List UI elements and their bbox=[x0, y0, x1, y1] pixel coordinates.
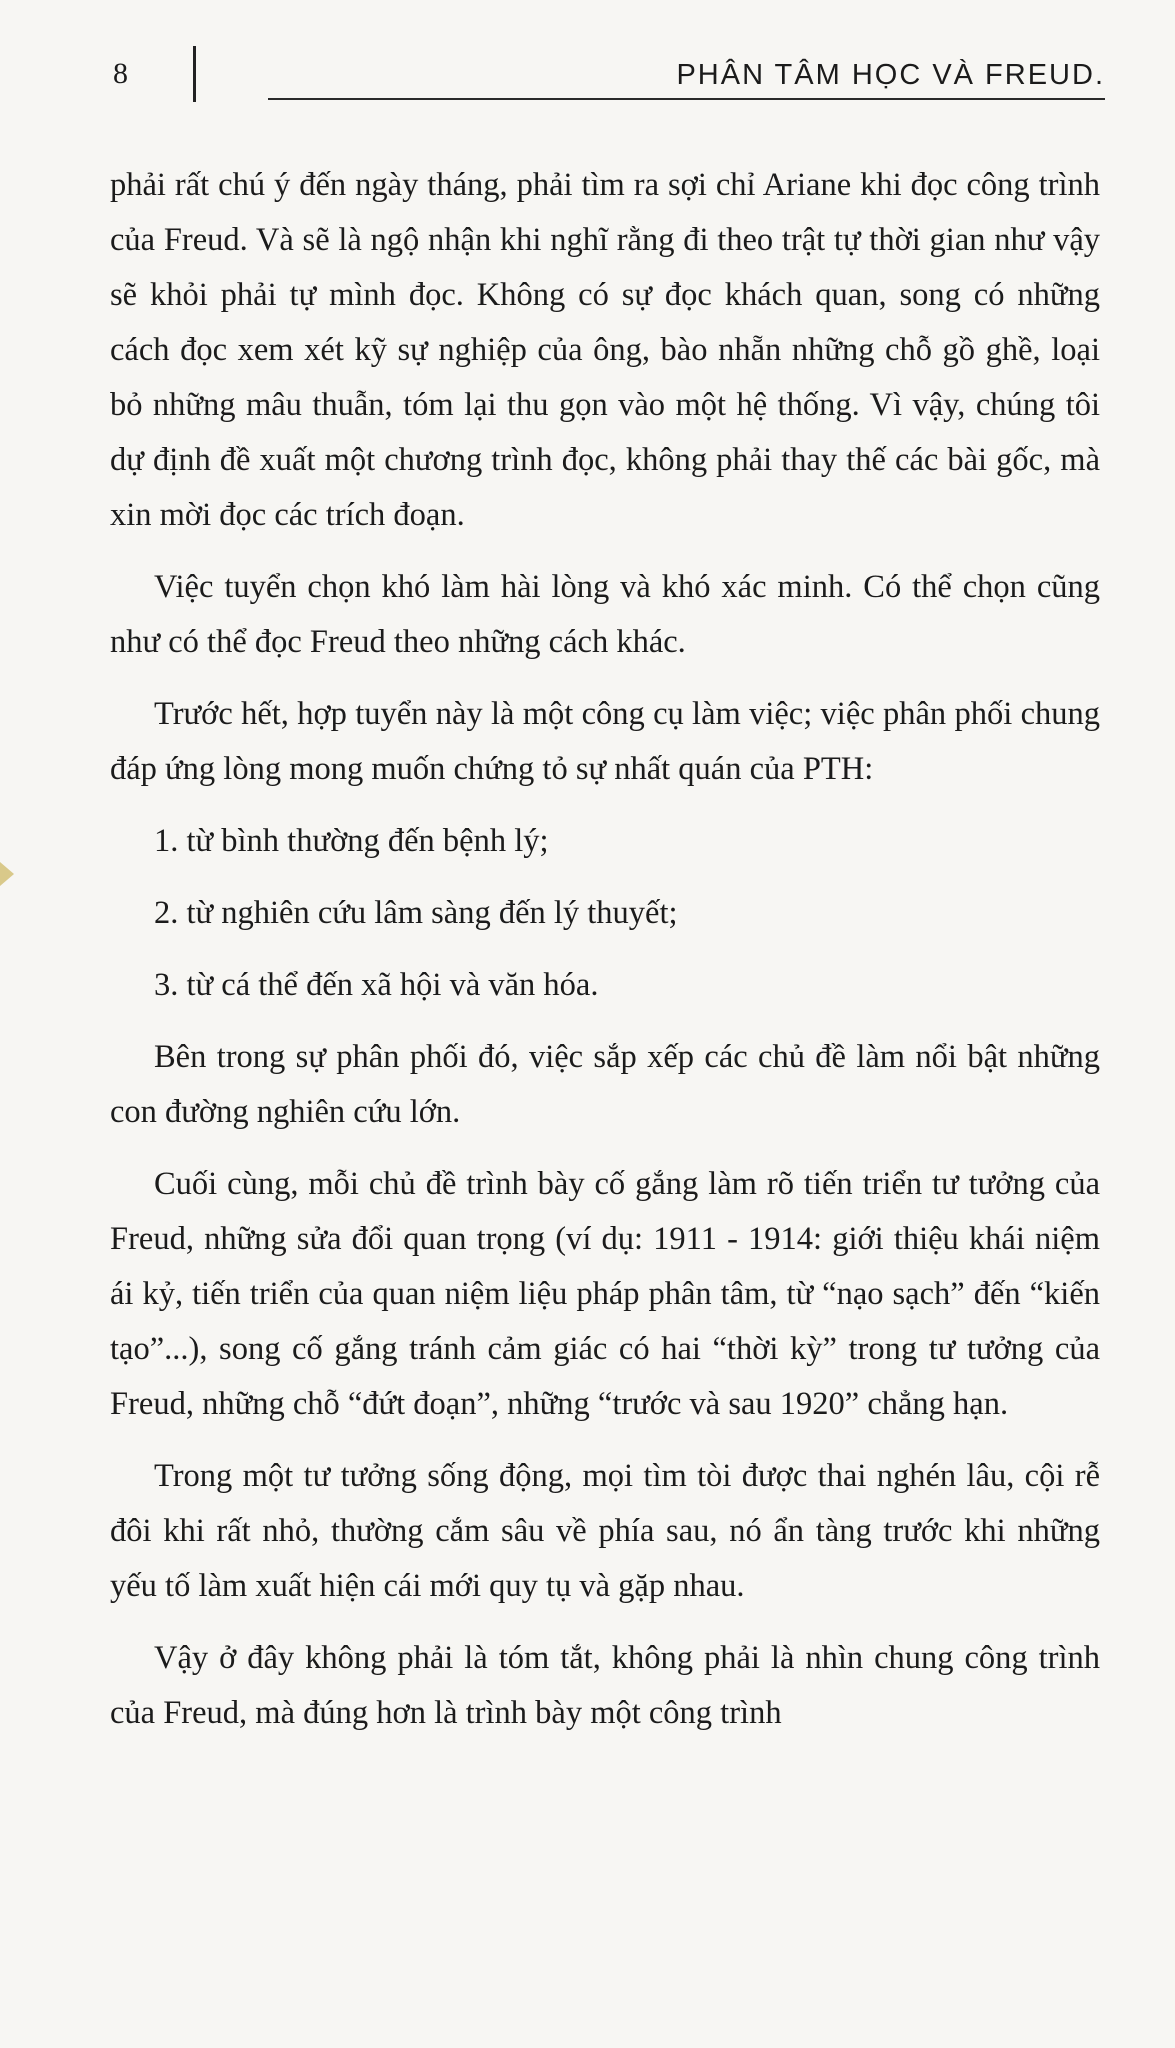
running-title: PHÂN TÂM HỌC VÀ FREUD. bbox=[676, 59, 1105, 91]
list-item-2: 2. từ nghiên cứu lâm sàng đến lý thuyết; bbox=[154, 895, 678, 931]
page-number: 8 bbox=[113, 57, 128, 90]
list-item-1: 1. từ bình thường đến bệnh lý; bbox=[154, 823, 549, 859]
paragraph-3: Trước hết, hợp tuyển này là một công cụ làm việc; việc phân phối chung đáp ứng lòng mong muốn chứng tỏ sự nhất quán của PTH: bbox=[110, 696, 1100, 787]
paragraph-7: Vậy ở đây không phải là tóm tắt, không phải là nhìn chung công trình của Freud, mà đúng hơn là trình bày một công trình bbox=[110, 1640, 1100, 1731]
list-item-3: 3. từ cá thể đến xã hội và văn hóa. bbox=[154, 967, 599, 1003]
header-rule bbox=[268, 98, 1105, 100]
paragraph-6: Trong một tư tưởng sống động, mọi tìm tòi được thai nghén lâu, cội rễ đôi khi rất nhỏ, thường cắm sâu về phía sau, nó ẩn tàng trước khi những yếu tố làm xuất hiện cái mới quy tụ và gặp nhau. bbox=[110, 1458, 1100, 1604]
paragraph-4: Bên trong sự phân phối đó, việc sắp xếp các chủ đề làm nổi bật những con đường nghiên cứu lớn. bbox=[110, 1039, 1100, 1130]
body-text bbox=[110, 158, 1100, 1758]
header-divider bbox=[193, 46, 196, 102]
page-edge-mark bbox=[0, 862, 14, 886]
paragraph-2: Việc tuyển chọn khó làm hài lòng và khó xác minh. Có thể chọn cũng như có thể đọc Freud theo những cách khác. bbox=[110, 569, 1100, 660]
paragraph-5: Cuối cùng, mỗi chủ đề trình bày cố gắng làm rõ tiến triển tư tưởng của Freud, những sửa đổi quan trọng (ví dụ: 1911 - 1914: giới thiệu khái niệm ái kỷ, tiến triển của quan niệm liệu pháp phân tâm, từ “nạo sạch” đến “kiến tạo”...), song cố gắng tránh cảm giác có hai “thời kỳ” trong tư tưởng của Freud, những chỗ “đứt đoạn”, những “trước và sau 1920” chẳng hạn. bbox=[110, 1166, 1100, 1422]
page-header bbox=[0, 0, 1175, 110]
paragraph-1: phải rất chú ý đến ngày tháng, phải tìm ra sợi chỉ Ariane khi đọc công trình của Freud. Và sẽ là ngộ nhận khi nghĩ rằng đi theo trật tự thời gian như vậy sẽ khỏi phải tự mình đọc. Không có sự đọc khách quan, song có những cách đọc xem xét kỹ sự nghiệp của ông, bào nhẵn những chỗ gồ ghề, loại bỏ những mâu thuẫn, tóm lại thu gọn vào một hệ thống. Vì vậy, chúng tôi dự định đề xuất một chương trình đọc, không phải thay thế các bài gốc, mà xin mời đọc các trích đoạn. bbox=[110, 167, 1100, 533]
